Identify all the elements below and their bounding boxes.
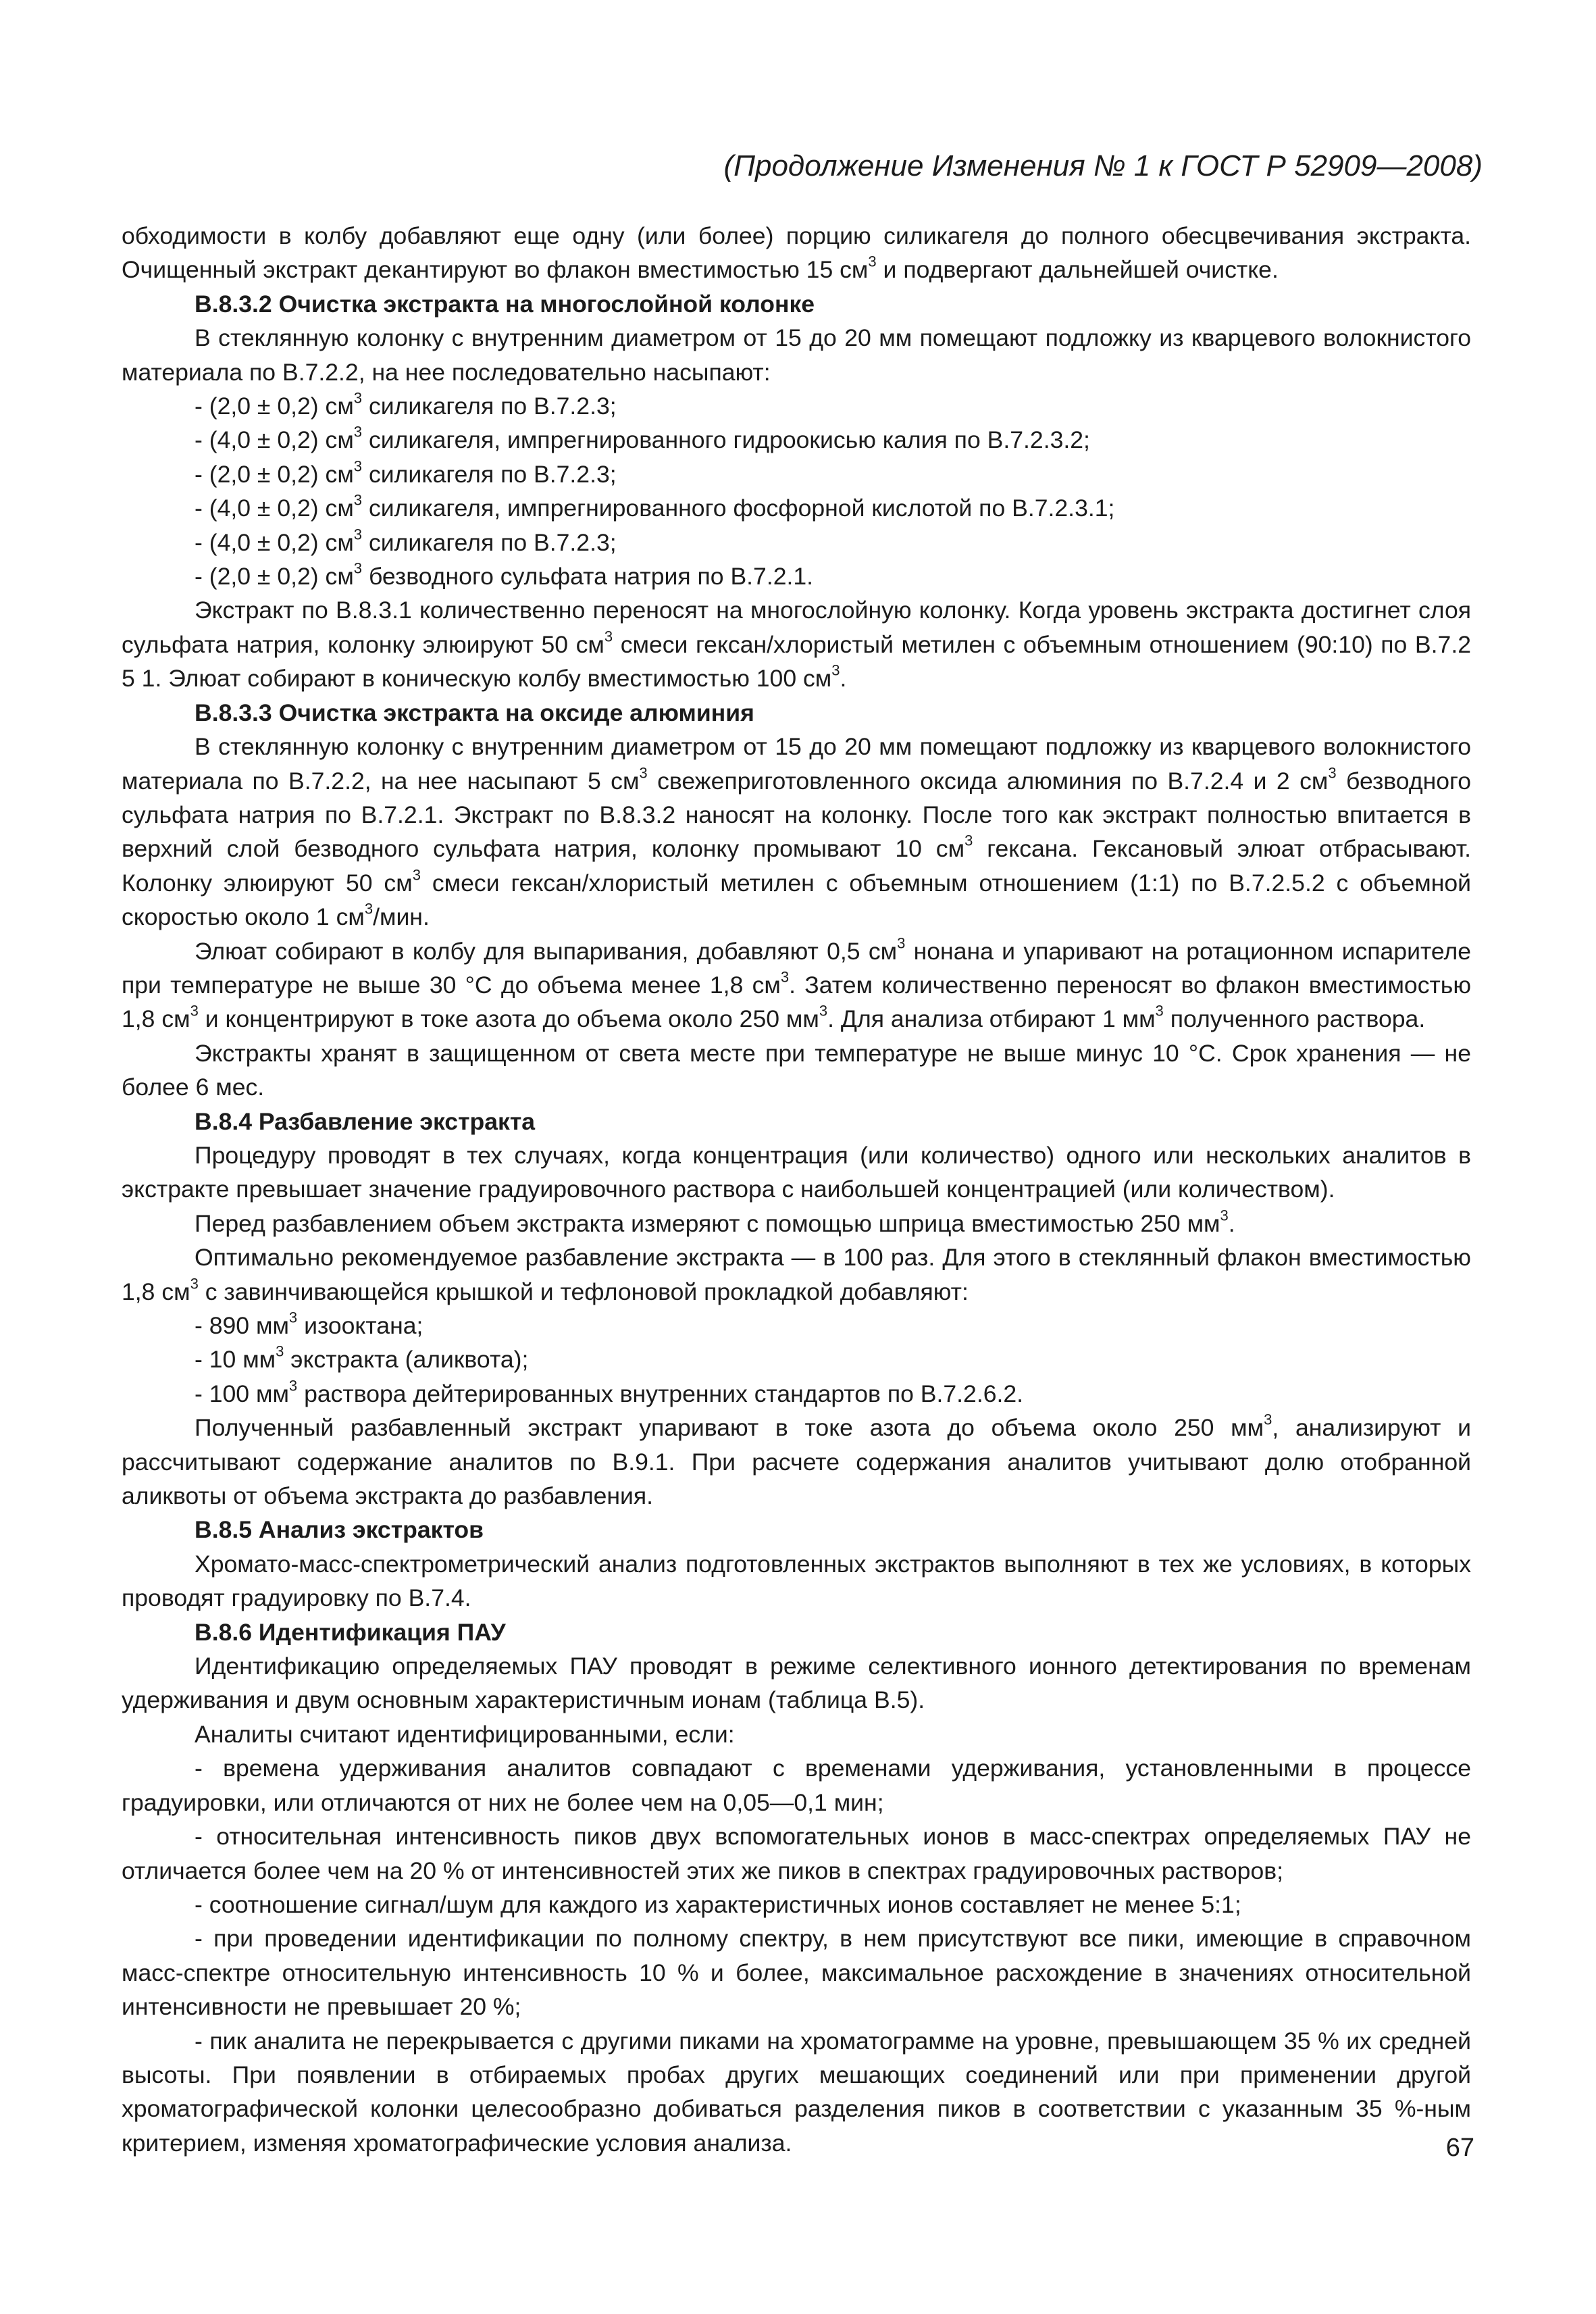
paragraph: - (2,0 ± 0,2) $см^3$ силикагеля по В.7.2.3;: [195, 457, 617, 488]
page-header: (Продолжение Изменения № 1 к ГОСТ Р 52909—2008): [723, 149, 1483, 182]
paragraph: - (2,0 ± 0,2) $см^3$ силикагеля по В.7.2.3;: [195, 389, 617, 420]
paragraph: Элюат собирают в колбу для выпаривания, добавляют 0,5 $см^3$ нонана и упаривают на ротационном испарителе при температуре не выше 30 °С до объема менее 1,8 $см^3$. Затем количественно переносят во флакон вместимостью 1,8 $см^3$ и концентрируют в токе азота до объема около 250 $мм^3$. Для анализа отбирают 1 $мм^3$ полученного раствора.: [122, 934, 1472, 1033]
paragraph: - 890 $мм^3$ изооктана;: [195, 1309, 423, 1339]
paragraph: - 10 $мм^3$ экстракта (аликвота);: [195, 1342, 529, 1374]
paragraph: обходимости в колбу добавляют еще одну (или более) порцию силикагеля до полного обесцвечивания экстракта. Очищенный экстракт декантируют во флакон вместимостью 15 $см^3$ и подвергают дальнейшей очистке.: [122, 222, 1471, 284]
paragraph: - соотношение сигнал/шум для каждого из характеристичных ионов составляет не менее 5:1;: [195, 1890, 1241, 1918]
paragraph: Экстракт по В.8.3.1 количественно переносят на многослойную колонку. Когда уровень экстракта достигнет слоя сульфата натрия, колонку элюируют 50 $см^3$ смеси гексан/хлористый метилен с объемным отношением (90:10) по В.7.2 5 1. Элюат собирают в коническую колбу вместимостью 100 $см^3$.: [122, 597, 1471, 693]
paragraph: - (4,0 ± 0,2) $см^3$ силикагеля, импрегнированного фосфорной кислотой по В.7.2.3.1;: [195, 491, 1115, 522]
paragraph: В стеклянную колонку с внутренним диаметром от 15 до 20 мм помещают подложку из кварцевого волокнистого материала по В.7.2.2, на нее последовательно насыпают:: [122, 324, 1471, 386]
paragraph: - (4,0 ± 0,2) $см^3$ силикагеля по В.7.2.3;: [195, 526, 617, 556]
paragraph: В стеклянную колонку с внутренним диаметром от 15 до 20 мм помещают подложку из кварцевого волокнистого материала по В.7.2.2, на нее насыпают 5 $см^3$ свежеприготовленного оксида алюминия по В.7.2.4 и 2 $см^3$ безводного сульфата натрия по В.7.2.1. Экстракт по В.8.3.2 наносят на колонку. После того как экстракт полностью впитается в верхний слой безводного сульфата натрия, колонку промывают 10 $см^3$ гексана. Гексановый элюат отбрасывают. Колонку элюируют 50 $см^3$ смеси гексан/хлористый метилен с объемным отношением (1:1) по В.7.2.5.2 с объемной скоростью около 1 $см^3$/мин.: [122, 733, 1471, 931]
section-heading: В.8.4 Разбавление экстракта: [195, 1107, 536, 1135]
paragraph: - пик аналита не перекрывается с другими пиками на хроматограмме на уровне, превышающем 35 % их средней высоты. При появлении в отбираемых пробах других мешающих соединений или при применении другой хроматографической колонки целесообразно добиваться разделения пиков в соответствии с указанным 35 %-ным критерием, изменяя хроматографические условия анализа.: [122, 2027, 1471, 2157]
section-heading: В.8.3.2 Очистка экстракта на многослойной колонке: [195, 290, 815, 318]
page-number: 67: [1445, 2134, 1474, 2162]
paragraph: Оптимально рекомендуемое разбавление экстракта — в 100 раз. Для этого в стеклянный флакон вместимостью 1,8 $см^3$ с завинчивающейся крышкой и тефлоновой прокладкой добавляют:: [122, 1244, 1471, 1305]
paragraph: Идентификацию определяемых ПАУ проводят в режиме селективного ионного детектирования по временам удерживания и двум основным характеристичным ионам (таблица В.5).: [122, 1653, 1471, 1714]
paragraph: Перед разбавлением объем экстракта измеряют с помощью шприца вместимостью 250 $мм^3$.: [195, 1207, 1235, 1237]
paragraph: Экстракты хранят в защищенном от света месте при температуре не выше минус 10 °С. Срок хранения — не более 6 мес.: [122, 1039, 1471, 1101]
paragraph: Хромато-масс-спектрометрический анализ подготовленных экстрактов выполняют в тех же условиях, в которых проводят градуировку по В.7.4.: [122, 1550, 1471, 1612]
section-heading: В.8.5 Анализ экстрактов: [195, 1516, 484, 1544]
paragraph: - времена удерживания аналитов совпадают с временами удерживания, установленными в процессе градуировки, или отличаются от них не более чем на 0,05—0,1 мин;: [122, 1755, 1471, 1816]
paragraph: Полученный разбавленный экстракт упаривают в токе азота до объема около 250 $мм^3$, анализируют и рассчитывают содержание аналитов по В.9.1. При расчете содержания аналитов учитывают долю отобранной аликвоты от объема экстракта до разбавления.: [122, 1411, 1471, 1510]
paragraph: - 100 $мм^3$ раствора дейтерированных внутренних стандартов по В.7.2.6.2.: [195, 1377, 1024, 1407]
paragraph: - (4,0 ± 0,2) $см^3$ силикагеля, импрегнированного гидроокисью калия по В.7.2.3.2;: [195, 423, 1090, 454]
section-heading: В.8.6 Идентификация ПАУ: [195, 1618, 506, 1646]
paragraph: - относительная интенсивность пиков двух вспомогательных ионов в масс-спектрах определяемых ПАУ не отличается более чем на 20 % от интенсивностей этих же пиков в спектрах градуировочных растворов;: [122, 1823, 1471, 1884]
document-body: [122, 219, 1471, 2160]
section-heading: В.8.3.3 Очистка экстракта на оксиде алюминия: [195, 699, 754, 726]
paragraph: - (2,0 ± 0,2) $см^3$ безводного сульфата натрия по В.7.2.1.: [195, 559, 814, 590]
paragraph: Аналиты считают идентифицированными, если:: [195, 1720, 735, 1748]
paragraph: Процедуру проводят в тех случаях, когда концентрация (или количество) одного или нескольких аналитов в экстракте превышает значение градуировочного раствора с наибольшей концентрацией (или количеством).: [122, 1141, 1471, 1203]
paragraph: - при проведении идентификации по полному спектру, в нем присутствуют все пики, имеющие в справочном масс-спектре относительную интенсивность 10 % и более, максимальное расхождение в значениях относительной интенсивности не превышает 20 %;: [122, 1925, 1471, 2021]
